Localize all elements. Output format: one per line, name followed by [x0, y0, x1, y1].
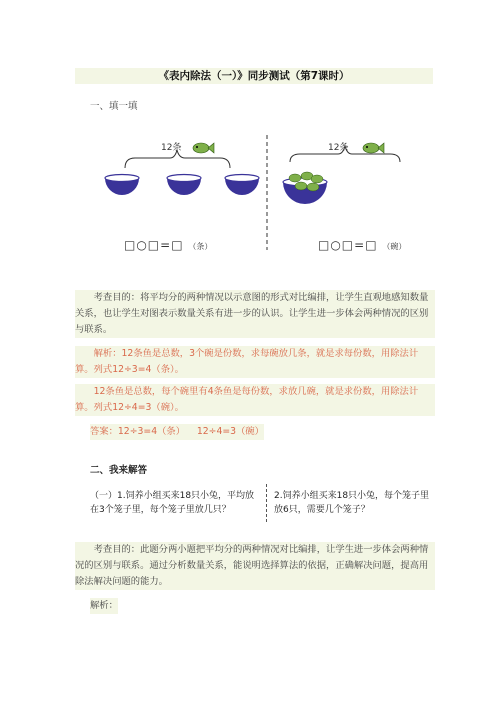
division-figures	[95, 130, 425, 255]
left-formula	[124, 238, 212, 252]
bowl-icon	[225, 175, 259, 195]
left-formula-boxes: □○□=□	[124, 238, 184, 252]
right-formula-boxes: □○□=□	[318, 238, 378, 252]
section1-purpose: 考查目的：将平均分的两种情况以示意图的形式对比编排，让学生直观地感知数量关系，也让学生对图表示数量关系有进一步的认识。让学生进一步体会两种情况的区别与联系。	[75, 290, 435, 338]
bowl-icon	[167, 175, 201, 196]
section1-analysis2: 12条鱼是总数，每个碗里有4条鱼是每份数，求放几碗，就是求份数，用除法计算。列式12÷4=3（碗）。	[75, 384, 435, 416]
section1-heading: 一、填一填	[90, 101, 138, 112]
problem-divider	[266, 484, 267, 522]
section2-purpose: 考查目的：此题分两小题把平均分的两种情况对比编排，让学生进一步体会两种情况的区别与联系。通过分析数量关系，能说明选择算法的依据，正确解决问题，提高用除法解决问题的能力。	[75, 542, 435, 590]
bowl-with-fish-icon	[283, 172, 327, 204]
bowl-icon	[105, 175, 139, 196]
left-unit: （条）	[188, 242, 213, 251]
right-count-label: 12条	[328, 143, 349, 153]
fish-icon	[363, 143, 384, 153]
problem-2: 2.饲养小组买来18只小兔，每个笼子里放6只，需要几个笼子？	[274, 491, 430, 515]
fish-icon	[193, 143, 214, 153]
right-formula	[318, 238, 406, 252]
left-count-label: 12条	[161, 143, 182, 153]
page-title: 《表内除法（一）》同步测试（第7课时）	[75, 68, 433, 84]
section2-analysis-label: 解析：	[90, 598, 118, 614]
right-unit: （碗）	[382, 242, 407, 251]
section1-answer: 答案：12÷3=4（条） 12÷4=3（碗）	[90, 424, 264, 440]
section2-heading: 二、我来解答	[90, 465, 148, 476]
problem-1: （一）1.饲养小组买来18只小兔，平均放在3个笼子里，每个笼子里放几只？	[90, 491, 255, 515]
section1-analysis1: 解析：12条鱼是总数，3个碗是份数，求每碗放几条，就是求每份数，用除法计算。列式12÷3=4（条）。	[75, 346, 435, 378]
